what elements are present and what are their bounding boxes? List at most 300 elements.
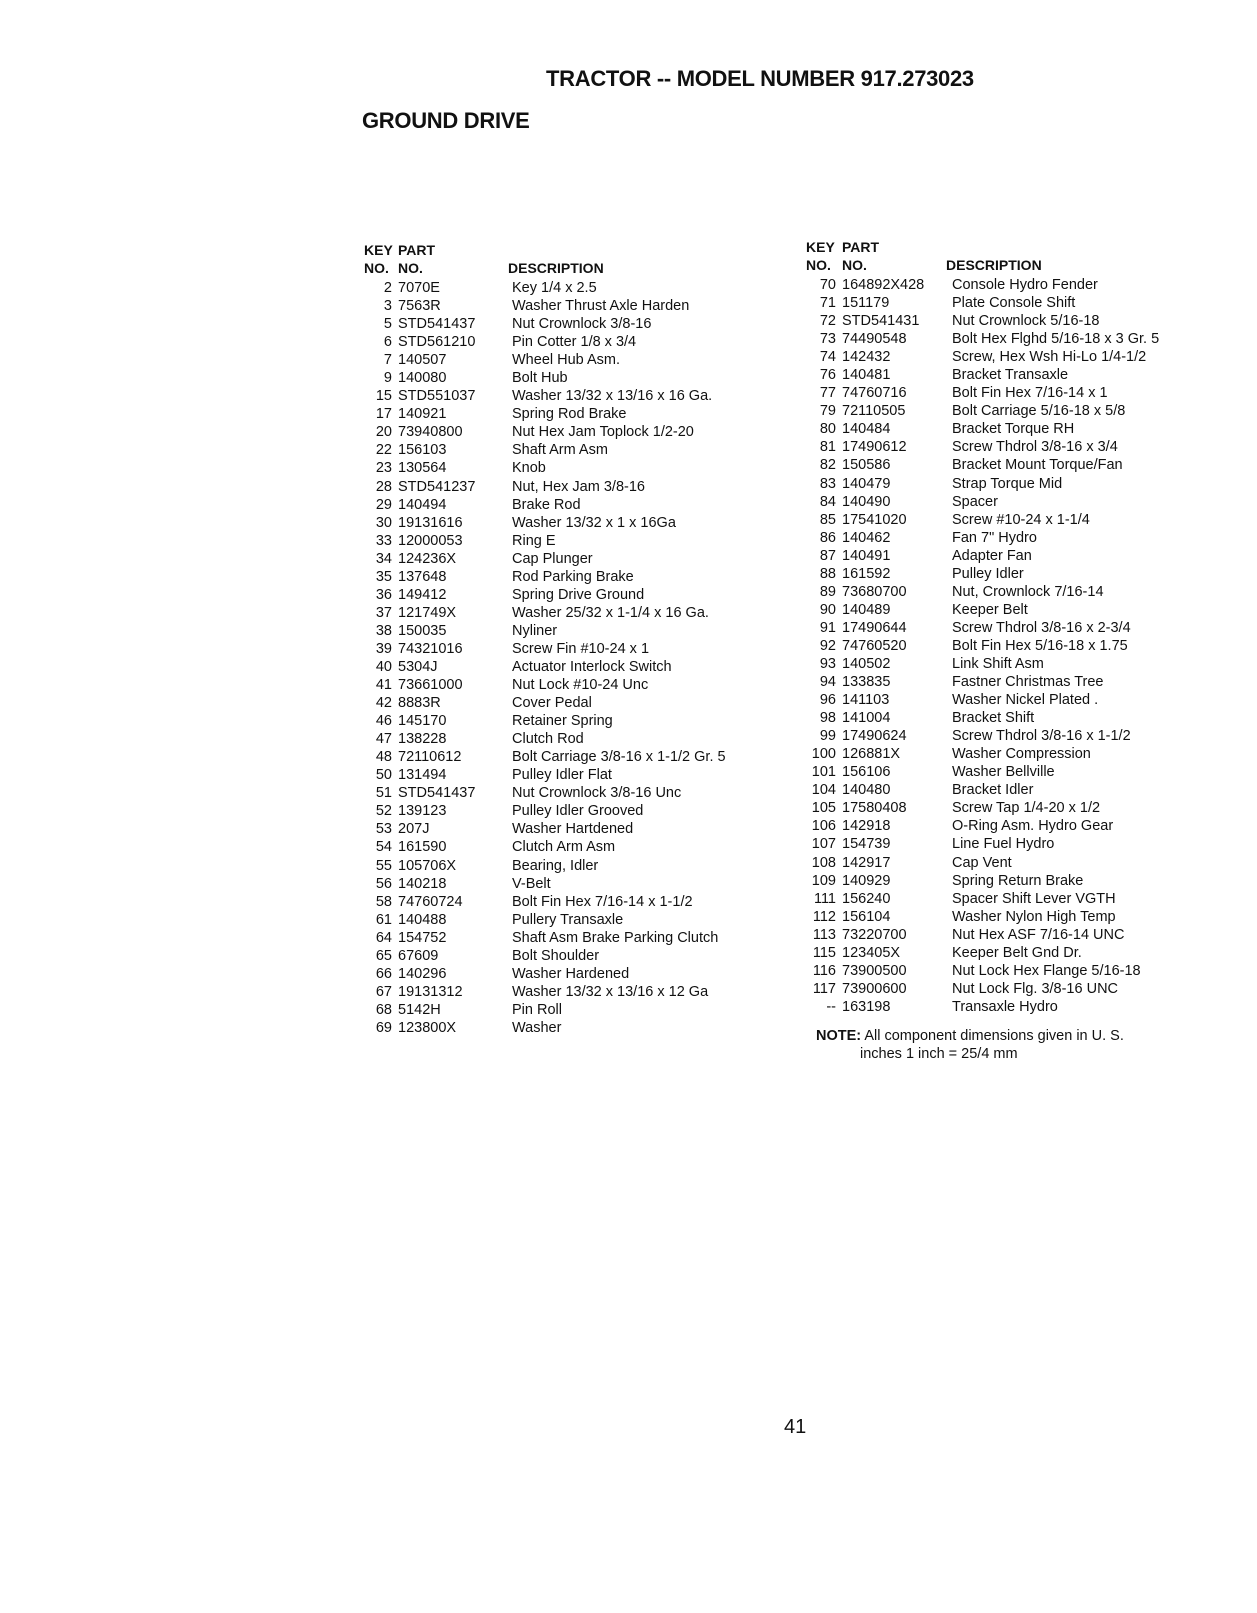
key-number: 72 [819, 313, 836, 330]
table-row [806, 763, 1257, 781]
key-number: 30 [375, 514, 392, 531]
part-description: Wheel Hub Asm. [512, 352, 620, 369]
part-number: 8883R [398, 695, 441, 712]
part-number: 161590 [398, 839, 447, 856]
description-header: DESCRIPTION [946, 257, 1042, 273]
part-number: 154752 [398, 929, 447, 946]
part-number: 126881X [842, 746, 901, 763]
part-number: 140929 [842, 872, 891, 889]
key-number: 96 [819, 692, 836, 709]
part-description: Washer Hartdened [512, 821, 634, 838]
part-description: Nut Crownlock 3/8-16 Unc [512, 785, 682, 802]
part-description: Link Shift Asm [952, 655, 1044, 672]
part-description: Nut Crownlock 5/16-18 [952, 313, 1100, 330]
part-description: Pin Roll [512, 1001, 562, 1018]
key-number: 117 [812, 980, 836, 997]
table-row [364, 532, 804, 550]
key-header-line1: KEY [364, 242, 393, 258]
table-row [364, 1001, 804, 1019]
part-number: 142432 [842, 349, 891, 366]
part-number: 138228 [398, 731, 447, 748]
table-row [364, 297, 804, 315]
part-description: Cap Plunger [512, 550, 593, 567]
key-number: 69 [375, 1019, 392, 1036]
part-description: Pulley Idler Flat [512, 767, 612, 784]
parts-table-right [806, 238, 1257, 1016]
key-header-line1: KEY [806, 239, 835, 255]
table-row [806, 799, 1257, 817]
part-number: 73900600 [842, 980, 907, 997]
key-number: 51 [375, 785, 392, 802]
table-row [806, 511, 1257, 529]
part-description: Clutch Arm Asm [512, 839, 616, 856]
part-description: Clutch Rod [512, 731, 584, 748]
key-number: 61 [375, 911, 392, 928]
page-title: TRACTOR -- MODEL NUMBER 917.273023 [546, 66, 974, 91]
part-description: Keeper Belt Gnd Dr. [952, 944, 1082, 961]
part-number: 74321016 [398, 640, 463, 657]
part-number: 207J [398, 821, 430, 838]
key-number: 28 [375, 478, 392, 495]
part-description: Pin Cotter 1/8 x 3/4 [512, 334, 637, 351]
part-description: Fastner Christmas Tree [952, 674, 1104, 691]
part-description: Shaft Arm Asm [512, 442, 608, 459]
key-number: 109 [811, 872, 836, 889]
part-description: Nut Crownlock 3/8-16 [512, 316, 652, 333]
part-description: Rod Parking Brake [512, 568, 634, 585]
part-number: 154739 [842, 836, 891, 853]
part-number: 72110505 [842, 403, 906, 420]
table-row [806, 547, 1257, 565]
part-number: 140494 [398, 496, 447, 513]
table-row [806, 817, 1257, 835]
table-row [806, 348, 1257, 366]
key-number: 23 [375, 460, 392, 477]
key-number: 115 [812, 944, 836, 961]
part-number: 140296 [398, 965, 447, 982]
part-number: 145170 [398, 713, 447, 730]
part-description: Screw Thdrol 3/8-16 x 2-3/4 [952, 619, 1131, 636]
part-number: 149412 [398, 586, 447, 603]
part-description: Keeper Belt [952, 601, 1028, 618]
key-number: 74 [819, 349, 836, 366]
key-number: 76 [819, 367, 836, 384]
part-number: 5142H [398, 1001, 441, 1018]
part-number: 140490 [842, 493, 891, 510]
key-number: 93 [819, 655, 836, 672]
table-row [364, 983, 804, 1001]
part-description: Screw Tap 1/4-20 x 1/2 [952, 800, 1101, 817]
table-row [806, 475, 1257, 493]
key-number: 104 [811, 782, 836, 799]
key-number: 108 [811, 854, 836, 871]
table-row [364, 820, 804, 838]
key-number: 84 [819, 493, 836, 510]
part-number: 140080 [398, 370, 447, 387]
table-row [364, 550, 804, 568]
part-number: 140921 [398, 406, 447, 423]
key-number: 54 [375, 839, 392, 856]
part-description: Spring Rod Brake [512, 406, 627, 423]
table-row [364, 676, 804, 694]
table-row [364, 514, 804, 532]
part-number: 164892X428 [842, 277, 925, 293]
description-header: DESCRIPTION [508, 260, 604, 276]
part-description: Spring Drive Ground [512, 586, 645, 603]
table-row [806, 691, 1257, 709]
table-row [806, 565, 1257, 583]
part-description: Bracket Shift [952, 710, 1035, 727]
table-row [364, 875, 804, 893]
part-number: 19131616 [398, 514, 463, 531]
table-row [364, 441, 804, 459]
dimension-note [816, 1027, 1236, 1063]
part-number: STD541431 [842, 313, 920, 330]
part-description: Knob [512, 460, 546, 477]
key-number: 85 [819, 511, 836, 528]
key-number: 101 [811, 764, 836, 781]
key-number: 55 [375, 857, 392, 874]
part-description: Nut Lock #10-24 Unc [512, 677, 649, 694]
parts-rows-right [806, 276, 1257, 1016]
table-row [806, 655, 1257, 673]
key-number: 71 [819, 295, 836, 312]
table-row [806, 872, 1257, 890]
part-description: Washer 13/32 x 13/16 x 16 Ga. [512, 388, 713, 405]
key-number: 3 [383, 298, 392, 315]
table-row [364, 748, 804, 766]
part-number: 140462 [842, 529, 891, 546]
key-number: 50 [375, 767, 392, 784]
part-number: 74760724 [398, 893, 463, 910]
table-row [806, 601, 1257, 619]
table-row [806, 926, 1257, 944]
table-row [364, 586, 804, 604]
part-description: Washer Hardened [512, 965, 630, 982]
key-number: 41 [375, 677, 392, 694]
table-row [806, 294, 1257, 312]
key-number: 88 [819, 565, 836, 582]
part-description: Fan 7" Hydro [952, 529, 1037, 546]
key-number: 36 [375, 586, 392, 603]
part-description: Bracket Mount Torque/Fan [952, 457, 1123, 474]
table-row [364, 911, 804, 929]
table-row [364, 459, 804, 477]
part-description: Washer [512, 1019, 562, 1036]
key-number: 46 [375, 713, 392, 730]
part-description: Strap Torque Mid [952, 475, 1063, 492]
part-description: Pullery Transaxle [512, 911, 624, 928]
part-number: 5304J [398, 658, 438, 675]
part-number: STD541437 [398, 316, 476, 333]
part-number: 124236X [398, 550, 457, 567]
key-number: 33 [375, 532, 392, 549]
parts-table-left [364, 241, 804, 1037]
part-number: 74760716 [842, 385, 907, 402]
table-row [806, 529, 1257, 547]
key-number: 106 [811, 818, 836, 835]
part-number: 156103 [398, 442, 447, 459]
part-number: 123800X [398, 1019, 457, 1036]
part-number: 74490548 [842, 331, 907, 348]
part-description: Bolt Hex Flghd 5/16-18 x 3 Gr. 5 [952, 331, 1160, 348]
part-description: Adapter Fan [952, 547, 1032, 564]
key-number: 42 [375, 695, 392, 712]
key-number: 39 [375, 640, 392, 657]
part-number: STD541237 [398, 478, 476, 495]
part-description: Screw Thdrol 3/8-16 x 1-1/2 [952, 728, 1131, 745]
table-row [364, 478, 804, 496]
key-number: 81 [819, 439, 836, 456]
key-number: 6 [383, 334, 392, 351]
key-number: 64 [375, 929, 392, 946]
part-description: V-Belt [512, 875, 551, 892]
part-description: Bolt Hub [512, 370, 568, 387]
table-row [364, 730, 804, 748]
table-row [806, 420, 1257, 438]
part-description: Screw Fin #10-24 x 1 [512, 640, 650, 657]
key-number: 67 [375, 983, 392, 1000]
table-row [806, 944, 1257, 962]
part-description: Bracket Transaxle [952, 367, 1069, 384]
table-row [364, 387, 804, 405]
part-description: Spring Return Brake [952, 872, 1084, 889]
part-number: 131494 [398, 767, 447, 784]
table-row [806, 276, 1257, 294]
key-number: 77 [819, 385, 836, 402]
table-row [806, 366, 1257, 384]
part-number: 156240 [842, 890, 891, 907]
key-number: 111 [813, 890, 836, 907]
section-title: GROUND DRIVE [362, 108, 530, 133]
part-description: Bracket Torque RH [952, 421, 1075, 438]
part-description: Cover Pedal [512, 695, 592, 712]
key-number: 113 [812, 926, 836, 943]
part-description: Pulley Idler [952, 565, 1024, 582]
key-number: 34 [375, 550, 392, 567]
part-number: 142917 [842, 854, 891, 871]
table-row [364, 640, 804, 658]
key-number: 80 [819, 421, 836, 438]
part-description: Screw #10-24 x 1-1/4 [952, 511, 1090, 528]
part-description: Washer Nickel Plated . [952, 692, 1099, 709]
key-number: 29 [375, 496, 392, 513]
part-number: 156106 [842, 764, 891, 781]
part-number: 73220700 [842, 926, 907, 943]
part-number: 140218 [398, 875, 447, 892]
key-number: 52 [375, 803, 392, 820]
part-number: 105706X [398, 857, 457, 874]
part-description: Screw Thdrol 3/8-16 x 3/4 [952, 439, 1118, 456]
part-number: 7563R [398, 298, 441, 315]
part-number: 140481 [842, 367, 891, 384]
key-number: 22 [375, 442, 392, 459]
key-number: 7 [383, 352, 392, 369]
table-row [806, 998, 1257, 1016]
parts-rows-left [364, 279, 804, 1037]
table-row [364, 893, 804, 911]
key-number: 89 [819, 583, 836, 600]
part-number: 19131312 [398, 983, 463, 1000]
table-row [806, 709, 1257, 727]
part-description: Bolt Carriage 5/16-18 x 5/8 [952, 403, 1126, 420]
table-row [806, 438, 1257, 456]
part-number: STD551037 [398, 388, 476, 405]
table-row [806, 583, 1257, 601]
table-row [364, 784, 804, 802]
part-description: Console Hydro Fender [952, 277, 1098, 293]
part-description: Washer 13/32 x 13/16 x 12 Ga [512, 983, 709, 1000]
table-row [806, 637, 1257, 655]
table-row [806, 962, 1257, 980]
part-number: STD541437 [398, 785, 476, 802]
part-number: 17490612 [842, 439, 907, 456]
key-number: 37 [375, 604, 392, 621]
key-number: 47 [375, 731, 392, 748]
part-description: Washer Bellville [952, 764, 1055, 781]
part-description: Brake Rod [512, 496, 581, 513]
table-row [364, 279, 804, 297]
key-number: 116 [812, 962, 836, 979]
part-number: 123405X [842, 944, 901, 961]
part-number: 17541020 [842, 511, 907, 528]
part-number: 73661000 [398, 677, 463, 694]
table-row [364, 838, 804, 856]
table-row [806, 456, 1257, 474]
part-number: 133835 [842, 674, 891, 691]
key-number: 53 [375, 821, 392, 838]
part-number: 73680700 [842, 583, 907, 600]
key-number: 83 [819, 475, 836, 492]
part-description: Bracket Idler [952, 782, 1034, 799]
part-number: 141004 [842, 710, 891, 727]
table-row [364, 857, 804, 875]
key-number: 82 [819, 457, 836, 474]
key-number: 105 [811, 800, 836, 817]
table-row [806, 980, 1257, 998]
part-number: STD561210 [398, 334, 476, 351]
part-number: 17580408 [842, 800, 907, 817]
table-row [364, 694, 804, 712]
table-row [806, 890, 1257, 908]
table-row [364, 369, 804, 387]
part-number: 67609 [398, 947, 439, 964]
part-number: 140507 [398, 352, 447, 369]
part-header-line2: NO. [842, 257, 867, 273]
key-number: 38 [375, 622, 392, 639]
part-description: Nut Lock Hex Flange 5/16-18 [952, 962, 1141, 979]
key-header-line2: NO. [364, 260, 389, 276]
key-number: 68 [375, 1001, 392, 1018]
table-row [806, 745, 1257, 763]
key-number: 65 [375, 947, 392, 964]
key-number: 87 [819, 547, 836, 564]
key-header-line2: NO. [806, 257, 831, 273]
part-description: Bolt Shoulder [512, 947, 600, 964]
key-number: 35 [375, 568, 392, 585]
part-number: 17490644 [842, 619, 907, 636]
part-number: 73940800 [398, 424, 463, 441]
key-number: -- [826, 998, 836, 1015]
table-row [806, 402, 1257, 420]
part-description: Bolt Fin Hex 7/16-14 x 1-1/2 [512, 893, 693, 910]
part-description: Spacer Shift Lever VGTH [952, 890, 1116, 907]
part-description: Bearing, Idler [512, 857, 599, 874]
key-number: 94 [819, 674, 836, 691]
table-row [364, 351, 804, 369]
part-number: 156104 [842, 908, 891, 925]
key-number: 112 [812, 908, 836, 925]
table-row [364, 423, 804, 441]
part-description: Retainer Spring [512, 713, 613, 730]
page-number: 41 [784, 1416, 807, 1438]
part-number: 140502 [842, 655, 891, 672]
key-number: 99 [819, 728, 836, 745]
part-description: Ring E [512, 532, 556, 549]
table-row [364, 568, 804, 586]
table-row [364, 333, 804, 351]
table-row [364, 766, 804, 784]
key-number: 17 [375, 406, 392, 423]
part-description: Bolt Carriage 3/8-16 x 1-1/2 Gr. 5 [512, 749, 726, 766]
part-description: Washer Thrust Axle Harden [512, 298, 690, 315]
part-number: 142918 [842, 818, 891, 835]
key-number: 66 [375, 965, 392, 982]
key-number: 15 [375, 388, 392, 405]
note-line1: All component dimensions given in U. S. [864, 1028, 1124, 1044]
part-header-line1: PART [398, 242, 436, 258]
part-number: 140489 [842, 601, 891, 618]
part-number: 140479 [842, 475, 891, 492]
part-description: Bolt Fin Hex 7/16-14 x 1 [952, 385, 1108, 402]
key-number: 79 [819, 403, 836, 420]
part-description: Nut, Crownlock 7/16-14 [952, 583, 1104, 600]
table-row [806, 493, 1257, 511]
table-header [364, 241, 804, 279]
part-description: Actuator Interlock Switch [512, 658, 672, 675]
table-row [806, 673, 1257, 691]
table-row [364, 929, 804, 947]
key-number: 100 [811, 746, 836, 763]
part-header-line2: NO. [398, 260, 423, 276]
part-description: Nut Hex Jam Toplock 1/2-20 [512, 424, 694, 441]
part-description: Plate Console Shift [952, 295, 1076, 312]
part-number: 150035 [398, 622, 447, 639]
key-number: 107 [811, 836, 836, 853]
part-description: Pulley Idler Grooved [512, 803, 644, 820]
table-row [806, 330, 1257, 348]
part-number: 139123 [398, 803, 447, 820]
table-row [364, 496, 804, 514]
key-number: 70 [819, 277, 836, 293]
key-number: 91 [819, 619, 836, 636]
part-number: 74760520 [842, 637, 907, 654]
part-description: Washer 13/32 x 1 x 16Ga [512, 514, 676, 531]
part-description: Nut Lock Flg. 3/8-16 UNC [952, 980, 1119, 997]
part-number: 150586 [842, 457, 891, 474]
table-row [364, 622, 804, 640]
part-description: Washer Compression [952, 746, 1091, 763]
table-row [364, 802, 804, 820]
key-number: 98 [819, 710, 836, 727]
note-label: NOTE: [816, 1028, 862, 1044]
note-line2: inches 1 inch = 25/4 mm [860, 1046, 1018, 1062]
part-description: Shaft Asm Brake Parking Clutch [512, 929, 719, 946]
part-number: 140491 [842, 547, 891, 564]
part-description: Spacer [952, 493, 998, 510]
table-row [806, 854, 1257, 872]
part-number: 137648 [398, 568, 447, 585]
